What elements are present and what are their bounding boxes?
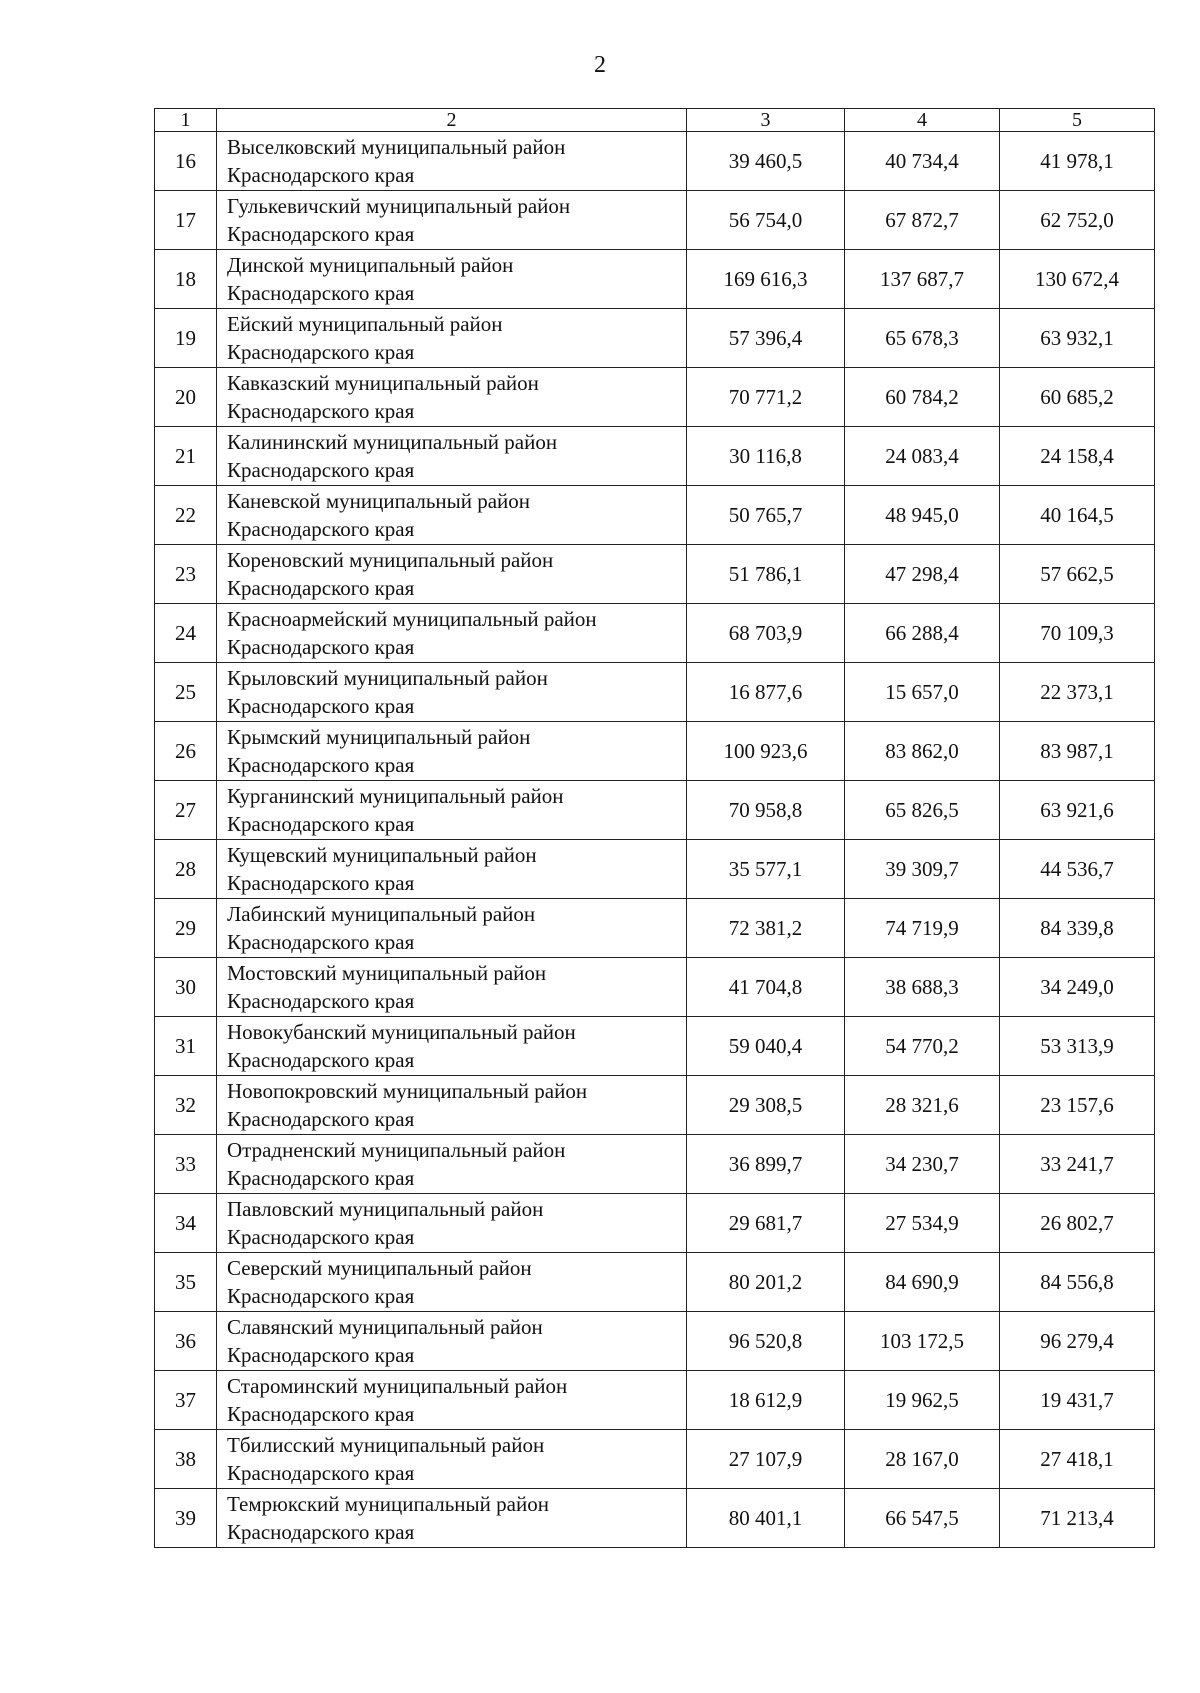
table-row — [155, 899, 1155, 958]
row-number: 25 — [155, 663, 217, 722]
value-col-3: 56 754,0 — [687, 191, 845, 250]
column-header-4: 4 — [845, 109, 1000, 132]
table-row — [155, 132, 1155, 191]
district-name-cell — [217, 309, 687, 368]
column-header-1: 1 — [155, 109, 217, 132]
district-region: Краснодарского края — [227, 281, 415, 305]
district-name: Староминский муниципальный район — [227, 1374, 568, 1398]
table-row — [155, 958, 1155, 1017]
row-number: 38 — [155, 1430, 217, 1489]
value-col-4: 28 321,6 — [845, 1076, 1000, 1135]
value-col-5: 62 752,0 — [1000, 191, 1155, 250]
row-number: 31 — [155, 1017, 217, 1076]
value-col-3: 36 899,7 — [687, 1135, 845, 1194]
value-col-4: 40 734,4 — [845, 132, 1000, 191]
district-name: Гулькевичский муниципальный район — [227, 194, 571, 218]
district-name-cell — [217, 191, 687, 250]
row-number: 19 — [155, 309, 217, 368]
district-name: Темрюкский муниципальный район — [227, 1492, 549, 1516]
row-number: 39 — [155, 1489, 217, 1548]
district-name-cell — [217, 1430, 687, 1489]
district-name: Крымский муниципальный район — [227, 725, 531, 749]
district-name: Кавказский муниципальный район — [227, 371, 539, 395]
row-number: 21 — [155, 427, 217, 486]
row-number: 33 — [155, 1135, 217, 1194]
district-name: Калининский муниципальный район — [227, 430, 558, 454]
row-number: 35 — [155, 1253, 217, 1312]
value-col-4: 47 298,4 — [845, 545, 1000, 604]
district-region: Краснодарского края — [227, 1461, 415, 1485]
value-col-5: 70 109,3 — [1000, 604, 1155, 663]
district-name-cell — [217, 781, 687, 840]
row-number: 27 — [155, 781, 217, 840]
district-name-cell — [217, 486, 687, 545]
district-name: Выселковский муниципальный район — [227, 135, 566, 159]
row-number: 29 — [155, 899, 217, 958]
table-body — [155, 109, 1155, 1548]
value-col-3: 18 612,9 — [687, 1371, 845, 1430]
district-name: Павловский муниципальный район — [227, 1197, 544, 1221]
value-col-5: 22 373,1 — [1000, 663, 1155, 722]
value-col-5: 63 921,6 — [1000, 781, 1155, 840]
table-row — [155, 604, 1155, 663]
table-row — [155, 781, 1155, 840]
value-col-5: 63 932,1 — [1000, 309, 1155, 368]
value-col-5: 23 157,6 — [1000, 1076, 1155, 1135]
district-region: Краснодарского края — [227, 1048, 415, 1072]
district-name-cell — [217, 1312, 687, 1371]
value-col-4: 74 719,9 — [845, 899, 1000, 958]
value-col-5: 34 249,0 — [1000, 958, 1155, 1017]
value-col-3: 80 201,2 — [687, 1253, 845, 1312]
row-number: 26 — [155, 722, 217, 781]
table-row — [155, 1489, 1155, 1548]
district-name-cell — [217, 663, 687, 722]
value-col-3: 39 460,5 — [687, 132, 845, 191]
district-name-cell — [217, 427, 687, 486]
district-name-cell — [217, 722, 687, 781]
value-col-5: 60 685,2 — [1000, 368, 1155, 427]
value-col-3: 50 765,7 — [687, 486, 845, 545]
value-col-3: 27 107,9 — [687, 1430, 845, 1489]
district-name: Мостовский муниципальный район — [227, 961, 547, 985]
value-col-4: 19 962,5 — [845, 1371, 1000, 1430]
district-name-cell — [217, 840, 687, 899]
table-row — [155, 309, 1155, 368]
value-col-5: 96 279,4 — [1000, 1312, 1155, 1371]
district-region: Краснодарского края — [227, 812, 415, 836]
district-name: Лабинский муниципальный район — [227, 902, 536, 926]
district-name-cell — [217, 368, 687, 427]
value-col-5: 33 241,7 — [1000, 1135, 1155, 1194]
row-number: 20 — [155, 368, 217, 427]
district-name: Курганинский муниципальный район — [227, 784, 564, 808]
value-col-5: 71 213,4 — [1000, 1489, 1155, 1548]
value-col-3: 30 116,8 — [687, 427, 845, 486]
district-name: Крыловский муниципальный район — [227, 666, 548, 690]
district-name: Северский муниципальный район — [227, 1256, 532, 1280]
district-name-cell — [217, 1076, 687, 1135]
value-col-5: 27 418,1 — [1000, 1430, 1155, 1489]
value-col-5: 44 536,7 — [1000, 840, 1155, 899]
value-col-4: 38 688,3 — [845, 958, 1000, 1017]
row-number: 22 — [155, 486, 217, 545]
district-region: Краснодарского края — [227, 1520, 415, 1544]
value-col-5: 41 978,1 — [1000, 132, 1155, 191]
value-col-4: 137 687,7 — [845, 250, 1000, 309]
value-col-4: 28 167,0 — [845, 1430, 1000, 1489]
value-col-4: 24 083,4 — [845, 427, 1000, 486]
value-col-4: 27 534,9 — [845, 1194, 1000, 1253]
district-region: Краснодарского края — [227, 340, 415, 364]
district-name-cell — [217, 958, 687, 1017]
row-number: 32 — [155, 1076, 217, 1135]
value-col-3: 169 616,3 — [687, 250, 845, 309]
row-number: 16 — [155, 132, 217, 191]
value-col-4: 83 862,0 — [845, 722, 1000, 781]
district-region: Краснодарского края — [227, 1225, 415, 1249]
table-row — [155, 663, 1155, 722]
table-row — [155, 486, 1155, 545]
column-header-3: 3 — [687, 109, 845, 132]
row-number: 34 — [155, 1194, 217, 1253]
value-col-4: 65 678,3 — [845, 309, 1000, 368]
value-col-4: 54 770,2 — [845, 1017, 1000, 1076]
value-col-5: 53 313,9 — [1000, 1017, 1155, 1076]
district-region: Краснодарского края — [227, 1284, 415, 1308]
value-col-3: 70 771,2 — [687, 368, 845, 427]
value-col-3: 29 681,7 — [687, 1194, 845, 1253]
value-col-3: 80 401,1 — [687, 1489, 845, 1548]
value-col-4: 48 945,0 — [845, 486, 1000, 545]
value-col-3: 41 704,8 — [687, 958, 845, 1017]
district-name-cell — [217, 1489, 687, 1548]
row-number: 37 — [155, 1371, 217, 1430]
table-row — [155, 1194, 1155, 1253]
value-col-5: 84 339,8 — [1000, 899, 1155, 958]
district-region: Краснодарского края — [227, 1402, 415, 1426]
value-col-3: 72 381,2 — [687, 899, 845, 958]
district-name: Каневской муниципальный район — [227, 489, 531, 513]
value-col-4: 34 230,7 — [845, 1135, 1000, 1194]
district-name-cell — [217, 604, 687, 663]
row-number: 28 — [155, 840, 217, 899]
value-col-3: 29 308,5 — [687, 1076, 845, 1135]
district-region: Краснодарского края — [227, 576, 415, 600]
district-name: Новокубанский муниципальный район — [227, 1020, 576, 1044]
value-col-5: 84 556,8 — [1000, 1253, 1155, 1312]
column-header-2: 2 — [217, 109, 687, 132]
district-region: Краснодарского края — [227, 871, 415, 895]
table-row — [155, 1135, 1155, 1194]
district-region: Краснодарского края — [227, 635, 415, 659]
row-number: 36 — [155, 1312, 217, 1371]
district-name: Новопокровский муниципальный район — [227, 1079, 588, 1103]
district-region: Краснодарского края — [227, 694, 415, 718]
district-region: Краснодарского края — [227, 222, 415, 246]
value-col-5: 19 431,7 — [1000, 1371, 1155, 1430]
value-col-3: 96 520,8 — [687, 1312, 845, 1371]
district-name-cell — [217, 1371, 687, 1430]
district-name-cell — [217, 545, 687, 604]
table-row — [155, 545, 1155, 604]
table-row — [155, 1430, 1155, 1489]
value-col-3: 35 577,1 — [687, 840, 845, 899]
district-name: Динской муниципальный район — [227, 253, 514, 277]
table-row — [155, 427, 1155, 486]
district-region: Краснодарского края — [227, 1166, 415, 1190]
column-header-5: 5 — [1000, 109, 1155, 132]
district-name: Тбилисский муниципальный район — [227, 1433, 545, 1457]
value-col-4: 103 172,5 — [845, 1312, 1000, 1371]
table-row — [155, 1076, 1155, 1135]
value-col-4: 39 309,7 — [845, 840, 1000, 899]
value-col-3: 57 396,4 — [687, 309, 845, 368]
row-number: 18 — [155, 250, 217, 309]
value-col-5: 57 662,5 — [1000, 545, 1155, 604]
value-col-3: 100 923,6 — [687, 722, 845, 781]
value-col-4: 15 657,0 — [845, 663, 1000, 722]
value-col-3: 51 786,1 — [687, 545, 845, 604]
district-name: Красноармейский муниципальный район — [227, 607, 597, 631]
table-row — [155, 1312, 1155, 1371]
district-region: Краснодарского края — [227, 1343, 415, 1367]
table-row — [155, 1253, 1155, 1312]
value-col-3: 16 877,6 — [687, 663, 845, 722]
value-col-4: 60 784,2 — [845, 368, 1000, 427]
data-table — [154, 108, 1155, 1548]
value-col-4: 66 547,5 — [845, 1489, 1000, 1548]
district-name: Кущевский муниципальный район — [227, 843, 537, 867]
district-region: Краснодарского края — [227, 753, 415, 777]
district-name-cell — [217, 1253, 687, 1312]
value-col-4: 65 826,5 — [845, 781, 1000, 840]
district-region: Краснодарского края — [227, 1107, 415, 1131]
value-col-4: 66 288,4 — [845, 604, 1000, 663]
value-col-3: 68 703,9 — [687, 604, 845, 663]
district-region: Краснодарского края — [227, 458, 415, 482]
district-name-cell — [217, 250, 687, 309]
value-col-5: 40 164,5 — [1000, 486, 1155, 545]
district-name: Отрадненский муниципальный район — [227, 1138, 566, 1162]
value-col-3: 59 040,4 — [687, 1017, 845, 1076]
district-name-cell — [217, 899, 687, 958]
value-col-4: 84 690,9 — [845, 1253, 1000, 1312]
district-name-cell — [217, 1194, 687, 1253]
value-col-4: 67 872,7 — [845, 191, 1000, 250]
district-region: Краснодарского края — [227, 989, 415, 1013]
value-col-5: 26 802,7 — [1000, 1194, 1155, 1253]
district-name-cell — [217, 1135, 687, 1194]
value-col-5: 83 987,1 — [1000, 722, 1155, 781]
table-row — [155, 250, 1155, 309]
row-number: 23 — [155, 545, 217, 604]
district-region: Краснодарского края — [227, 399, 415, 423]
table-row — [155, 1017, 1155, 1076]
district-name: Славянский муниципальный район — [227, 1315, 543, 1339]
table-row — [155, 368, 1155, 427]
table-row — [155, 722, 1155, 781]
header-row — [155, 109, 1155, 132]
page-number: 2 — [594, 52, 606, 78]
row-number: 24 — [155, 604, 217, 663]
table-row — [155, 1371, 1155, 1430]
district-region: Краснодарского края — [227, 517, 415, 541]
table-row — [155, 840, 1155, 899]
district-region: Краснодарского края — [227, 930, 415, 954]
district-region: Краснодарского края — [227, 163, 415, 187]
row-number: 30 — [155, 958, 217, 1017]
row-number: 17 — [155, 191, 217, 250]
district-name-cell — [217, 1017, 687, 1076]
value-col-5: 24 158,4 — [1000, 427, 1155, 486]
value-col-3: 70 958,8 — [687, 781, 845, 840]
district-name: Ейский муниципальный район — [227, 312, 503, 336]
value-col-5: 130 672,4 — [1000, 250, 1155, 309]
district-name-cell — [217, 132, 687, 191]
table-row — [155, 191, 1155, 250]
district-name: Кореновский муниципальный район — [227, 548, 554, 572]
